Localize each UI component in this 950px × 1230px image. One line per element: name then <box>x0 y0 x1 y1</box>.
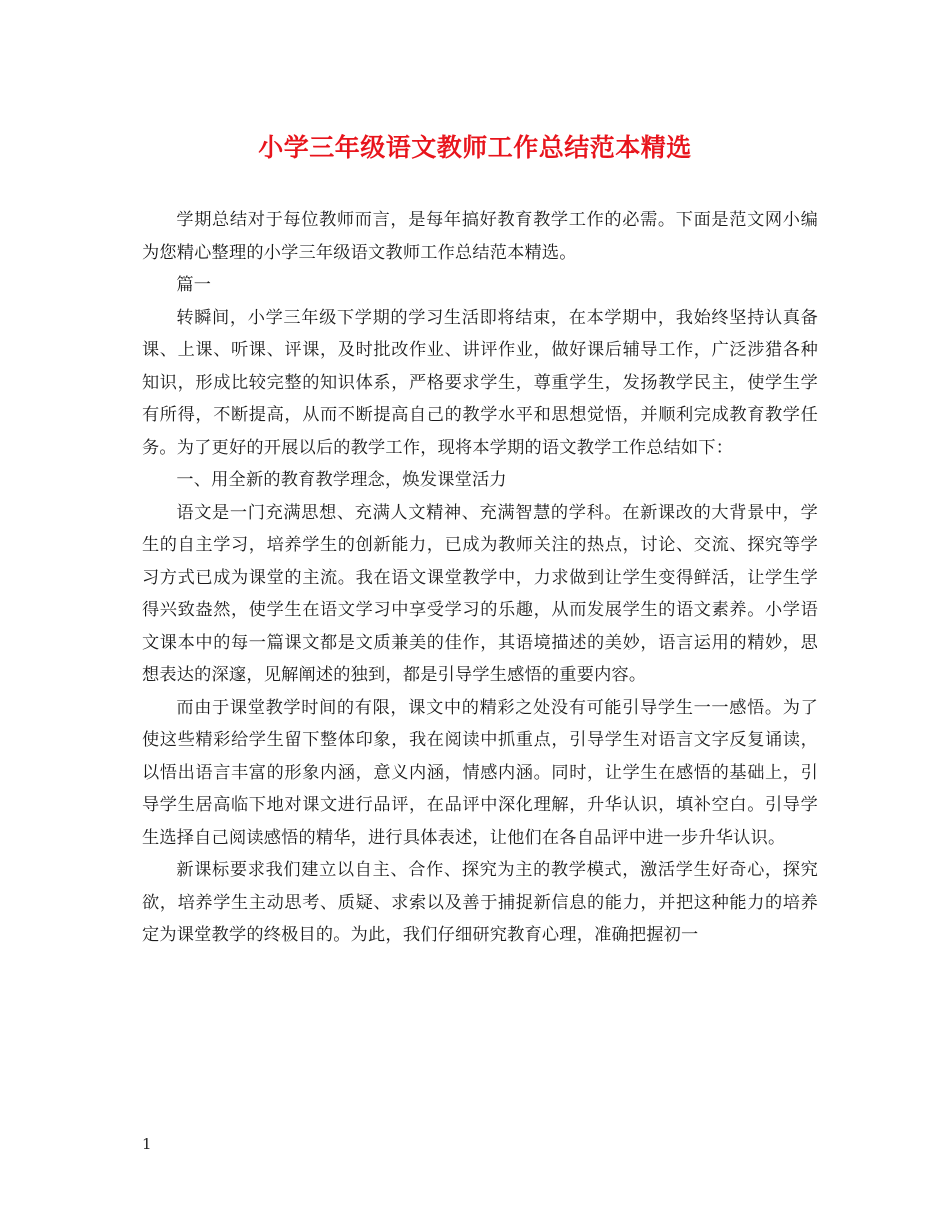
body-paragraph: 转瞬间，小学三年级下学期的学习生活即将结束，在本学期中，我始终坚持认真备课、上课、听课、评课，及时批改作业、讲评作业，做好课后辅导工作，广泛涉猎各种知识，形成比较完整的知识体系，严格要求学生，尊重学生，发扬教学民主，使学生学有所得，不断提高，从而不断提高自己的教学水平和思想觉悟，并顺利完成教育教学任务。为了更好的开展以后的教学工作，现将本学期的语文教学工作总结如下： <box>142 307 818 458</box>
body-paragraph: 新课标要求我们建立以自主、合作、探究为主的教学模式，激活学生好奇心，探究欲，培养学生主动思考、质疑、求索以及善于捕捉新信息的能力，并把这种能力的培养定为课堂教学的终极目的。为此，我们仔细研究教育心理，准确把握初一 <box>142 860 818 945</box>
page-number: 1 <box>142 1135 152 1153</box>
document-title: 小学三年级语文教师工作总结范本精选 <box>258 133 692 162</box>
body-paragraph: 语文是一门充满思想、充满人文精神、充满智慧的学科。在新课改的大背景中，学生的自主学习，培养学生的创新能力，已成为教师关注的热点，讨论、交流、探究等学习方式已成为课堂的主流。我在语文课堂教学中，力求做到让学生变得鲜活，让学生学得兴致盎然，使学生在语文学习中享受学习的乐趣，从而发展学生的语文素养。小学语文课本中的每一篇课文都是文质兼美的佳作，其语境描述的美妙，语言运用的精妙，思想表达的深邃，见解阐述的独到，都是引导学生感悟的重要内容。 <box>142 502 818 685</box>
document-body <box>142 204 818 952</box>
section-label-part-one: 篇一 <box>176 275 212 295</box>
section-heading-one: 一、用全新的教育教学理念，焕发课堂活力 <box>176 470 507 490</box>
body-paragraph: 而由于课堂教学时间的有限，课文中的精彩之处没有可能引导学生一一感悟。为了使这些精彩给学生留下整体印象，我在阅读中抓重点，引导学生对语言文字反复诵读，以悟出语言丰富的形象内涵，意义内涵，情感内涵。同时，让学生在感悟的基础上，引导学生居高临下地对课文进行品评，在品评中深化理解，升华认识，填补空白。引导学生选择自己阅读感悟的精华，进行具体表述，让他们在各自品评中进一步升华认识。 <box>142 697 818 848</box>
intro-paragraph: 学期总结对于每位教师而言，是每年搞好教育教学工作的必需。下面是范文网小编为您精心整理的小学三年级语文教师工作总结范本精选。 <box>142 210 818 263</box>
